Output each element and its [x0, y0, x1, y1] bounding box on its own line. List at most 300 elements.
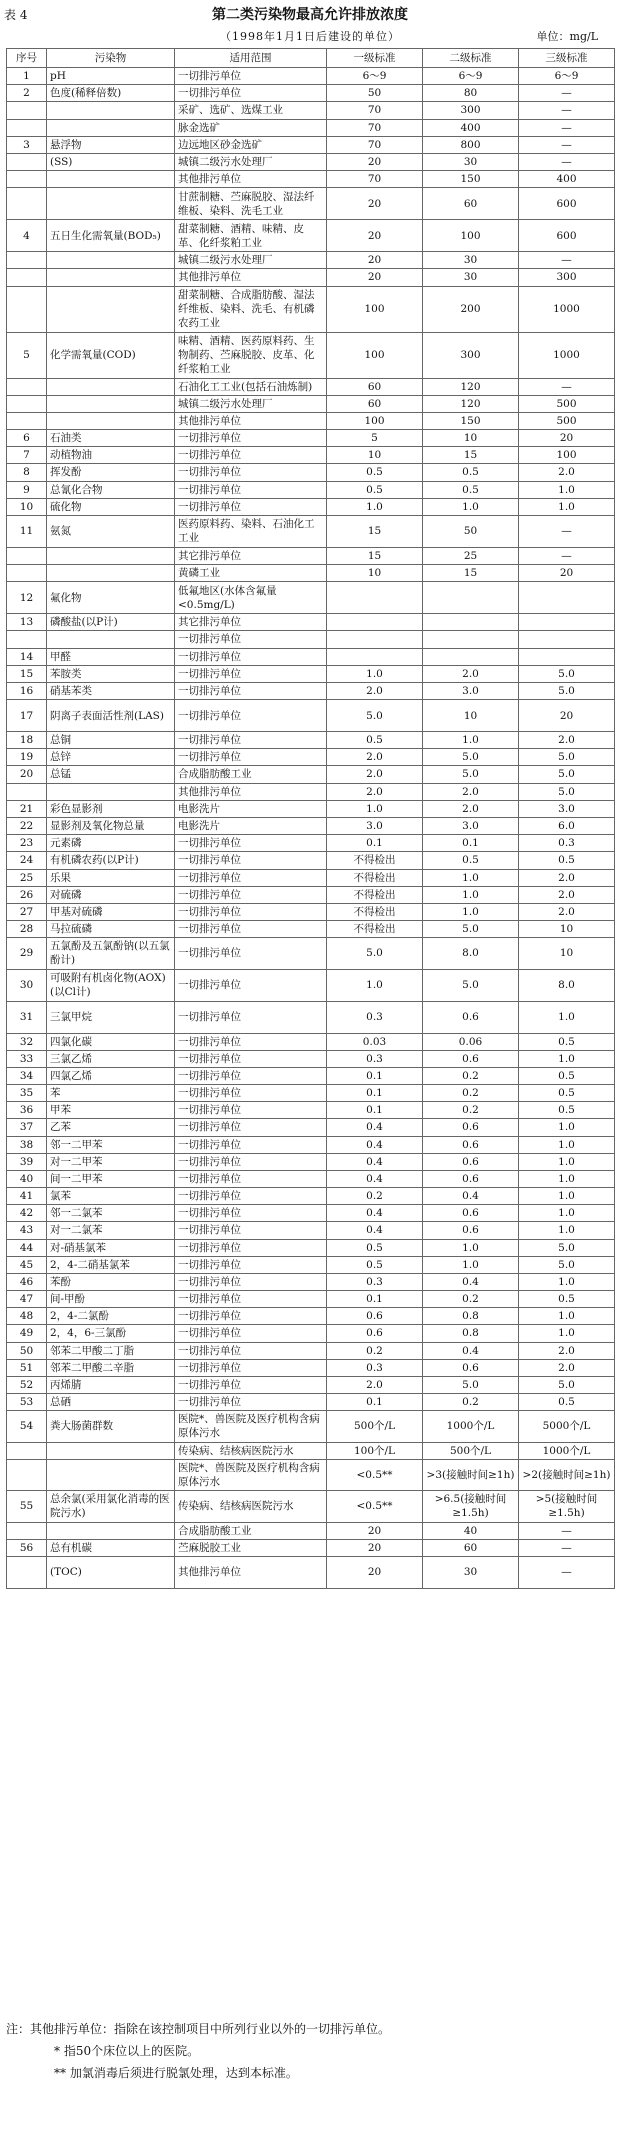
table-row	[7, 682, 615, 699]
row-number: 37	[7, 1119, 47, 1136]
row-number	[7, 378, 47, 395]
pollutant-name: 色度(稀释倍数)	[47, 85, 175, 102]
pollutant-name: 邻苯二甲酸二丁脂	[47, 1342, 175, 1359]
scope-cell: 一切排污单位	[175, 938, 327, 969]
level2-value	[423, 631, 519, 648]
scope-cell: 其它排污单位	[175, 547, 327, 564]
table-row	[7, 1170, 615, 1187]
scope-cell: 一切排污单位	[175, 886, 327, 903]
table-row	[7, 188, 615, 220]
table-row	[7, 1411, 615, 1442]
level1-value: 0.3	[327, 1050, 423, 1067]
row-number: 36	[7, 1102, 47, 1119]
level2-value: 0.6	[423, 1170, 519, 1187]
level1-value: 100个/L	[327, 1442, 423, 1459]
table-row	[7, 732, 615, 749]
level1-value: 0.3	[327, 1273, 423, 1290]
scope-cell: 一切排污单位	[175, 1359, 327, 1376]
row-number: 54	[7, 1411, 47, 1442]
row-number: 48	[7, 1308, 47, 1325]
level1-value: 100	[327, 332, 423, 378]
level3-value: 10	[519, 921, 615, 938]
level1-value: 10	[327, 565, 423, 582]
pollutant-name: 可吸附有机卤化物(AOX)(以Cl计)	[47, 969, 175, 1001]
row-number: 15	[7, 665, 47, 682]
pollutant-name	[47, 412, 175, 429]
table-row	[7, 783, 615, 800]
row-number: 30	[7, 969, 47, 1001]
row-number: 55	[7, 1491, 47, 1522]
pollutant-name: 总铜	[47, 732, 175, 749]
level1-value: 70	[327, 136, 423, 153]
row-number: 1	[7, 68, 47, 85]
level1-value: 60	[327, 395, 423, 412]
scope-cell: 其它排污单位	[175, 614, 327, 631]
level2-value: 150	[423, 171, 519, 188]
level3-value: 400	[519, 171, 615, 188]
table-row	[7, 447, 615, 464]
note-3: ** 加氯消毒后须进行脱氯处理，达到本标准。	[54, 2066, 298, 2080]
table-row	[7, 800, 615, 817]
row-number	[7, 153, 47, 170]
level1-value: 70	[327, 171, 423, 188]
scope-cell: 一切排污单位	[175, 700, 327, 732]
scope-cell: 一切排污单位	[175, 1067, 327, 1084]
level3-value: 1.0	[519, 1170, 615, 1187]
row-number: 28	[7, 921, 47, 938]
level3-value: 300	[519, 269, 615, 286]
level1-value: 0.6	[327, 1325, 423, 1342]
level1-value: 50	[327, 85, 423, 102]
pollutant-name: 总锰	[47, 766, 175, 783]
pollutant-name: 挥发酚	[47, 464, 175, 481]
level1-value: 0.3	[327, 1359, 423, 1376]
level3-value: —	[519, 378, 615, 395]
level2-value: 100	[423, 220, 519, 252]
level2-value: 1.0	[423, 869, 519, 886]
scope-cell: 一切排污单位	[175, 1033, 327, 1050]
level3-value: 600	[519, 188, 615, 220]
row-number: 9	[7, 481, 47, 498]
level1-value: 0.5	[327, 1239, 423, 1256]
level3-value: —	[519, 85, 615, 102]
table-row	[7, 119, 615, 136]
level2-value: 5.0	[423, 921, 519, 938]
level2-value	[423, 648, 519, 665]
row-number: 27	[7, 903, 47, 920]
pollutant-name: 显影剂及氧化物总量	[47, 817, 175, 834]
scope-cell: 一切排污单位	[175, 631, 327, 648]
pollutant-name: 五日生化需氧量(BOD₅)	[47, 220, 175, 252]
table-row	[7, 921, 615, 938]
pollutant-name: 间-甲酚	[47, 1291, 175, 1308]
scope-cell: 电影洗片	[175, 817, 327, 834]
level3-value: 2.0	[519, 732, 615, 749]
table-row	[7, 286, 615, 332]
pollutant-name: 氟化物	[47, 582, 175, 614]
level1-value: 6～9	[327, 68, 423, 85]
level2-value: 5.0	[423, 749, 519, 766]
pollutant-name: 四氯乙烯	[47, 1067, 175, 1084]
table-title: 第二类污染物最高允许排放浓度	[212, 7, 408, 23]
table-row	[7, 1342, 615, 1359]
level2-value: 0.6	[423, 1222, 519, 1239]
level2-value: 2.0	[423, 665, 519, 682]
level2-value: 300	[423, 102, 519, 119]
level2-value: 30	[423, 269, 519, 286]
level2-value: 1.0	[423, 498, 519, 515]
scope-cell: 一切排污单位	[175, 732, 327, 749]
table-body	[7, 68, 615, 1589]
scope-cell: 一切排污单位	[175, 648, 327, 665]
level1-value: 0.4	[327, 1119, 423, 1136]
level2-value: 10	[423, 430, 519, 447]
pollutant-name: 氨氮	[47, 515, 175, 547]
level1-value: 0.5	[327, 732, 423, 749]
row-number: 11	[7, 515, 47, 547]
table-row	[7, 1222, 615, 1239]
level1-value: 60	[327, 378, 423, 395]
table-row	[7, 1291, 615, 1308]
row-number: 46	[7, 1273, 47, 1290]
level3-value: 20	[519, 430, 615, 447]
row-number	[7, 1459, 47, 1490]
level2-value: 1000个/L	[423, 1411, 519, 1442]
scope-cell: 一切排污单位	[175, 852, 327, 869]
level2-value: 0.2	[423, 1394, 519, 1411]
row-number: 18	[7, 732, 47, 749]
level3-value: —	[519, 102, 615, 119]
level3-value: >5(接触时间≥1.5h)	[519, 1491, 615, 1522]
pollutant-name: 四氯化碳	[47, 1033, 175, 1050]
pollutant-name: 总硒	[47, 1394, 175, 1411]
scope-cell: 传染病、结核病医院污水	[175, 1442, 327, 1459]
level2-value: 6～9	[423, 68, 519, 85]
pollutant-name	[47, 286, 175, 332]
level3-value: >2(接触时间≥1h)	[519, 1459, 615, 1490]
level1-value: 5.0	[327, 700, 423, 732]
pollutant-name: 化学需氧量(COD)	[47, 332, 175, 378]
table-row	[7, 1205, 615, 1222]
pollutant-name: 粪大肠菌群数	[47, 1411, 175, 1442]
scope-cell: 城镇二级污水处理厂	[175, 153, 327, 170]
level2-value: 3.0	[423, 817, 519, 834]
level3-value: —	[519, 1556, 615, 1588]
col-header-no: 序号	[7, 49, 47, 68]
level3-value: 100	[519, 447, 615, 464]
level3-value: 2.0	[519, 869, 615, 886]
pollutant-name	[47, 783, 175, 800]
level1-value: 100	[327, 286, 423, 332]
pollutant-name: 甲基对硫磷	[47, 903, 175, 920]
level2-value: 0.8	[423, 1308, 519, 1325]
scope-cell: 采矿、选矿、选煤工业	[175, 102, 327, 119]
table-row	[7, 1102, 615, 1119]
row-number: 53	[7, 1394, 47, 1411]
level3-value	[519, 648, 615, 665]
table-row	[7, 269, 615, 286]
level3-value: 0.3	[519, 835, 615, 852]
pollutant-name: 苯	[47, 1085, 175, 1102]
table-header-row	[7, 49, 615, 68]
level2-value: 200	[423, 286, 519, 332]
level3-value: 500	[519, 412, 615, 429]
row-number: 40	[7, 1170, 47, 1187]
table-row	[7, 332, 615, 378]
level2-value: 5.0	[423, 766, 519, 783]
row-number: 22	[7, 817, 47, 834]
scope-cell: 一切排污单位	[175, 464, 327, 481]
scope-cell: 一切排污单位	[175, 447, 327, 464]
table-row	[7, 766, 615, 783]
level3-value: 5.0	[519, 766, 615, 783]
level2-value: 0.2	[423, 1102, 519, 1119]
level3-value: 20	[519, 565, 615, 582]
table-row	[7, 464, 615, 481]
table-row	[7, 68, 615, 85]
scope-cell: 一切排污单位	[175, 1170, 327, 1187]
pollutant-name: 邻一二氯苯	[47, 1205, 175, 1222]
level2-value: 30	[423, 1556, 519, 1588]
pollutant-name: 对-硝基氯苯	[47, 1239, 175, 1256]
level3-value: 5000个/L	[519, 1411, 615, 1442]
level3-value: 1.0	[519, 1136, 615, 1153]
level2-value: 0.06	[423, 1033, 519, 1050]
table-row	[7, 1119, 615, 1136]
level3-value: 500	[519, 395, 615, 412]
unit-label: 单位：mg/L	[536, 30, 598, 43]
pollutant-name: 氯苯	[47, 1188, 175, 1205]
level3-value: —	[519, 136, 615, 153]
row-number: 12	[7, 582, 47, 614]
level2-value: 0.2	[423, 1291, 519, 1308]
pollutant-name	[47, 119, 175, 136]
level3-value: 1.0	[519, 481, 615, 498]
col-header-level3: 三级标准	[519, 49, 615, 68]
row-number: 7	[7, 447, 47, 464]
scope-cell: 甘蔗制糖、苎麻脱胶、湿法纤维板、染料、洗毛工业	[175, 188, 327, 220]
col-header-level2: 二级标准	[423, 49, 519, 68]
scope-cell: 一切排污单位	[175, 835, 327, 852]
pollutant-name: 阴离子表面活性剂(LAS)	[47, 700, 175, 732]
row-number: 17	[7, 700, 47, 732]
level3-value: 0.5	[519, 1102, 615, 1119]
scope-cell: 一切排污单位	[175, 498, 327, 515]
level2-value: 0.6	[423, 1205, 519, 1222]
pollutant-name	[47, 1442, 175, 1459]
level3-value: —	[519, 1539, 615, 1556]
row-number: 38	[7, 1136, 47, 1153]
level3-value: 5.0	[519, 682, 615, 699]
row-number: 51	[7, 1359, 47, 1376]
level1-value: 70	[327, 102, 423, 119]
row-number: 24	[7, 852, 47, 869]
table-row	[7, 430, 615, 447]
scope-cell: 黄磷工业	[175, 565, 327, 582]
level1-value: 500个/L	[327, 1411, 423, 1442]
level2-value: 8.0	[423, 938, 519, 969]
table-row	[7, 1239, 615, 1256]
table-row	[7, 1308, 615, 1325]
level1-value: 15	[327, 515, 423, 547]
row-number: 31	[7, 1001, 47, 1033]
note-1: 注：其他排污单位：指除在该控制项目中所列行业以外的一切排污单位。	[6, 2022, 391, 2036]
level2-value: 0.5	[423, 464, 519, 481]
table-row	[7, 565, 615, 582]
table-row	[7, 136, 615, 153]
level3-value	[519, 582, 615, 614]
level2-value: 10	[423, 700, 519, 732]
pollutant-name: 彩色显影剂	[47, 800, 175, 817]
row-number	[7, 783, 47, 800]
scope-cell: 边远地区砂金选矿	[175, 136, 327, 153]
scope-cell: 一切排污单位	[175, 1273, 327, 1290]
table-row	[7, 378, 615, 395]
level1-value: <0.5**	[327, 1491, 423, 1522]
scope-cell: 一切排污单位	[175, 1308, 327, 1325]
scope-cell: 一切排污单位	[175, 665, 327, 682]
scope-cell: 合成脂肪酸工业	[175, 766, 327, 783]
level3-value: 20	[519, 700, 615, 732]
level1-value: 2.0	[327, 682, 423, 699]
level1-value: 不得检出	[327, 903, 423, 920]
level2-value: 120	[423, 378, 519, 395]
level2-value: 1.0	[423, 1239, 519, 1256]
level2-value: 30	[423, 252, 519, 269]
pollutant-name	[47, 547, 175, 564]
level2-value: 400	[423, 119, 519, 136]
row-number: 13	[7, 614, 47, 631]
level2-value: 1.0	[423, 732, 519, 749]
level2-value: 5.0	[423, 1376, 519, 1393]
row-number: 19	[7, 749, 47, 766]
pollutant-name: 2，4，6-三氯酚	[47, 1325, 175, 1342]
level1-value: 0.4	[327, 1205, 423, 1222]
pollutant-name: 有机磷农药(以P计)	[47, 852, 175, 869]
level3-value: 5.0	[519, 1239, 615, 1256]
level1-value	[327, 614, 423, 631]
pollutant-name: 对一二氯苯	[47, 1222, 175, 1239]
level3-value: 1.0	[519, 498, 615, 515]
scope-cell: 脉金选矿	[175, 119, 327, 136]
level2-value: 0.4	[423, 1188, 519, 1205]
scope-cell: 医院*、兽医院及医疗机构含病原体污水	[175, 1459, 327, 1490]
level1-value: 20	[327, 269, 423, 286]
level1-value: 0.1	[327, 1102, 423, 1119]
table-row	[7, 1256, 615, 1273]
scope-cell: 一切排污单位	[175, 1102, 327, 1119]
scope-cell: 一切排污单位	[175, 1085, 327, 1102]
level1-value: 5	[327, 430, 423, 447]
row-number: 33	[7, 1050, 47, 1067]
notes	[6, 2018, 614, 2084]
level2-value: 60	[423, 188, 519, 220]
level2-value: 0.2	[423, 1085, 519, 1102]
level1-value: 0.4	[327, 1153, 423, 1170]
level2-value: 0.6	[423, 1359, 519, 1376]
pollutant-name: 乙苯	[47, 1119, 175, 1136]
pollutant-name	[47, 378, 175, 395]
pollutant-name: 三氯甲烷	[47, 1001, 175, 1033]
scope-cell: 一切排污单位	[175, 430, 327, 447]
level1-value: 15	[327, 547, 423, 564]
table-row	[7, 749, 615, 766]
scope-cell: 甜菜制糖、酒精、味精、皮革、化纤浆粕工业	[175, 220, 327, 252]
scope-cell: 一切排污单位	[175, 1188, 327, 1205]
level3-value: 1.0	[519, 1050, 615, 1067]
pollutant-name: 邻一二甲苯	[47, 1136, 175, 1153]
row-number	[7, 412, 47, 429]
level2-value: 0.6	[423, 1001, 519, 1033]
level3-value: 2.0	[519, 464, 615, 481]
row-number: 34	[7, 1067, 47, 1084]
level1-value: 0.5	[327, 481, 423, 498]
row-number: 25	[7, 869, 47, 886]
level3-value: —	[519, 515, 615, 547]
row-number: 39	[7, 1153, 47, 1170]
scope-cell: 一切排污单位	[175, 869, 327, 886]
scope-cell: 味精、酒精、医药原料药、生物制药、苎麻脱胶、皮革、化纤浆粕工业	[175, 332, 327, 378]
level3-value: —	[519, 547, 615, 564]
scope-cell: 苎麻脱胶工业	[175, 1539, 327, 1556]
pollutant-name: 总氰化合物	[47, 481, 175, 498]
table-row	[7, 1067, 615, 1084]
pollutant-name: 丙烯腈	[47, 1376, 175, 1393]
level2-value: 25	[423, 547, 519, 564]
pollutant-name	[47, 565, 175, 582]
row-number	[7, 102, 47, 119]
table-row	[7, 1539, 615, 1556]
level1-value: 0.4	[327, 1222, 423, 1239]
table-row	[7, 395, 615, 412]
pollutant-name	[47, 1459, 175, 1490]
table-row	[7, 1359, 615, 1376]
scope-cell: 一切排污单位	[175, 1239, 327, 1256]
level3-value: 1000	[519, 286, 615, 332]
level2-value: >6.5(接触时间≥1.5h)	[423, 1491, 519, 1522]
scope-cell: 医院*、兽医院及医疗机构含病原体污水	[175, 1411, 327, 1442]
level1-value: 0.2	[327, 1188, 423, 1205]
scope-cell: 一切排污单位	[175, 481, 327, 498]
row-number: 41	[7, 1188, 47, 1205]
scope-cell: 一切排污单位	[175, 1153, 327, 1170]
level2-value: 150	[423, 412, 519, 429]
row-number	[7, 188, 47, 220]
level1-value: 20	[327, 1556, 423, 1588]
pollutant-name: 磷酸盐(以P计)	[47, 614, 175, 631]
level3-value: 5.0	[519, 665, 615, 682]
table-row	[7, 1376, 615, 1393]
level1-value: 0.1	[327, 1067, 423, 1084]
level2-value: 1.0	[423, 886, 519, 903]
level2-value: 2.0	[423, 783, 519, 800]
scope-cell: 一切排污单位	[175, 1256, 327, 1273]
pollutant-name: (SS)	[47, 153, 175, 170]
level2-value: 1.0	[423, 903, 519, 920]
scope-cell: 其他排污单位	[175, 412, 327, 429]
row-number	[7, 252, 47, 269]
level3-value: 1.0	[519, 1119, 615, 1136]
row-number	[7, 631, 47, 648]
level2-value: 1.0	[423, 1256, 519, 1273]
level2-value: 0.4	[423, 1273, 519, 1290]
level3-value: 2.0	[519, 886, 615, 903]
pollutant-name: 甲醛	[47, 648, 175, 665]
pollutant-name: 对一二甲苯	[47, 1153, 175, 1170]
pollutant-name: 甲苯	[47, 1102, 175, 1119]
level3-value: 2.0	[519, 1359, 615, 1376]
level1-value: 20	[327, 153, 423, 170]
